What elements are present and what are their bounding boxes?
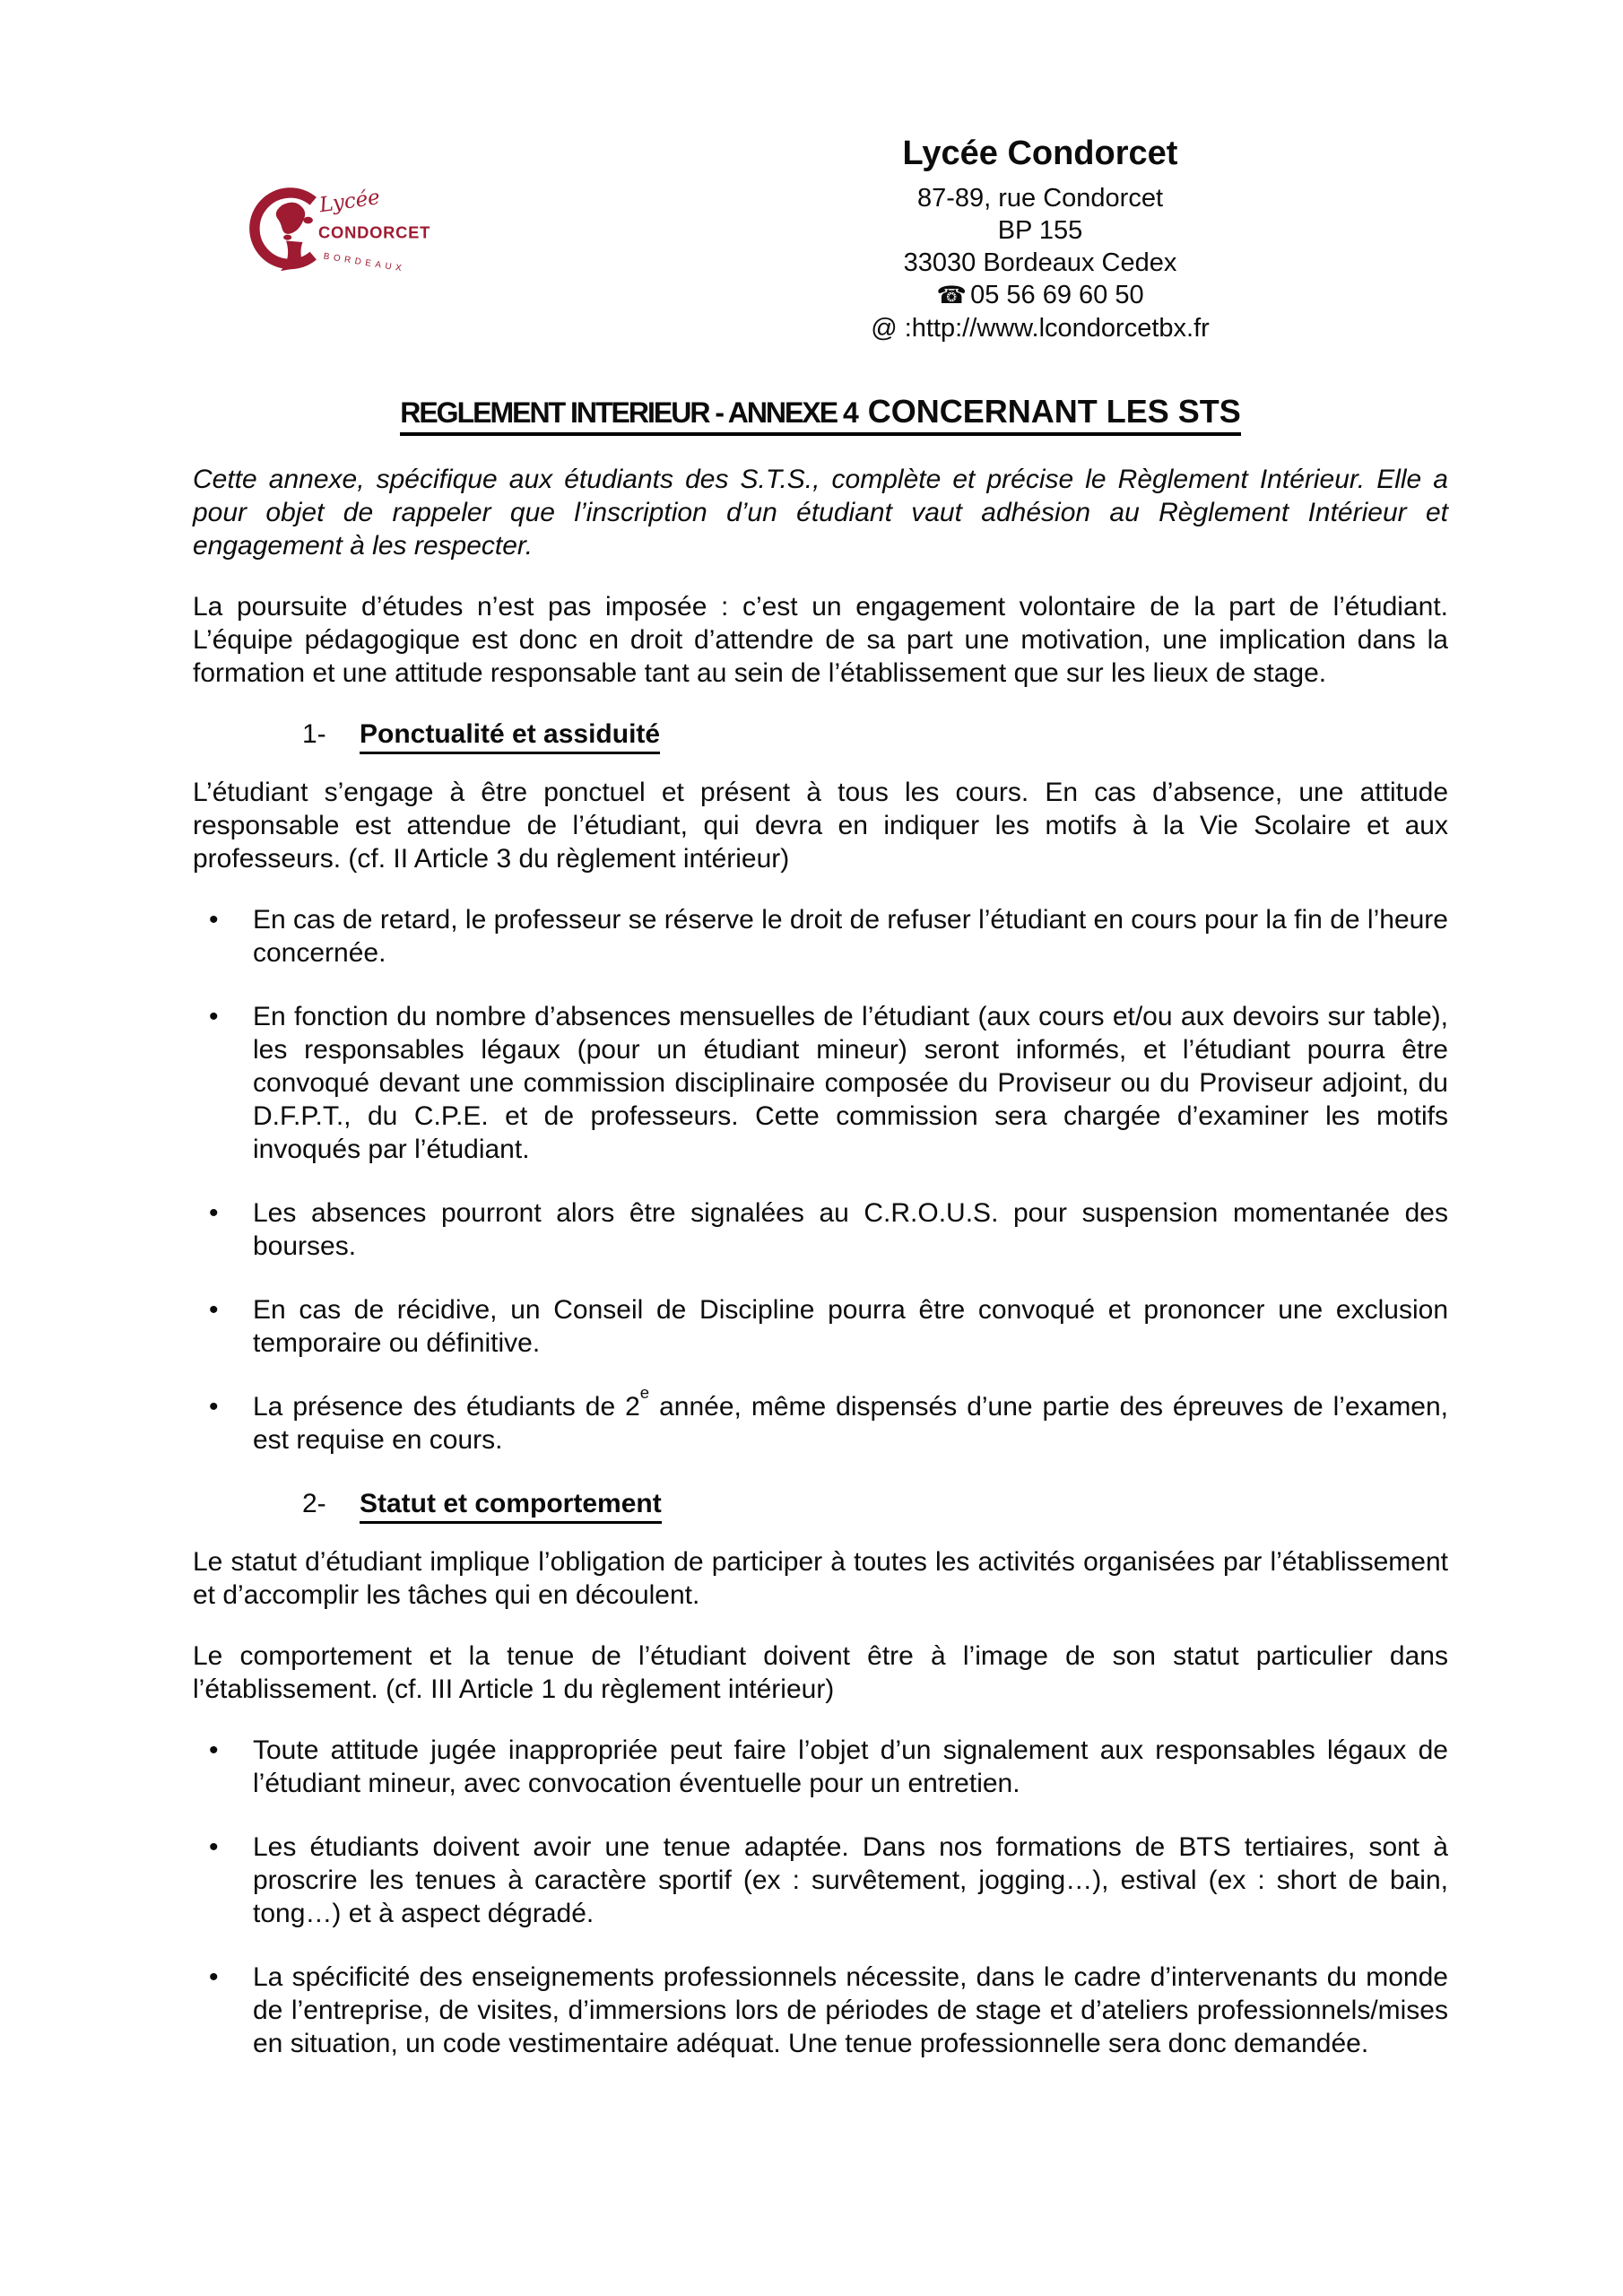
title-part-2: CONCERNANT LES STS xyxy=(867,393,1241,430)
list-item xyxy=(193,1961,1448,2060)
address-line-3: 33030 Bordeaux Cedex xyxy=(903,248,1177,277)
list-item xyxy=(193,1382,1449,1457)
address-line-1: 87-89, rue Condorcet xyxy=(916,184,1164,213)
list-item xyxy=(193,1734,1448,1800)
section-1-title: Ponctualité et assiduité xyxy=(360,719,660,754)
bullet-icon: • xyxy=(209,1392,219,1422)
bullet-text-segment: année, même dispensés d’une partie des épreuves de l’examen, est requise en cours. xyxy=(253,1392,1449,1455)
logo-city-word: BORDEAUX xyxy=(322,251,407,274)
bullet-text-segment: La présence des étudiants de 2 xyxy=(253,1392,640,1422)
bullet-icon: • xyxy=(209,1735,219,1765)
superscript-e: e xyxy=(639,1382,650,1402)
bullet-text: Les absences pourront alors être signalées au C.R.O.U.S. pour suspension momentanée des bourses. xyxy=(253,1198,1448,1261)
bullet-icon: • xyxy=(209,905,219,935)
list-item xyxy=(193,1196,1448,1263)
bullet-text: Les étudiants doivent avoir une tenue adaptée. Dans nos formations de BTS tertiaires, sont à proscrire les tenues à caractère sportif (ex : survêtement, jogging…), estival (ex : short de bain, tong…) et à aspect dégradé. xyxy=(253,1832,1448,1928)
bullet-text: Toute attitude jugée inappropriée peut faire l’objet d’un signalement aux responsables légaux de l’étudiant mineur, avec convocation éventuelle pour un entretien. xyxy=(253,1735,1448,1798)
bullet-icon: • xyxy=(209,1832,219,1862)
address-line-2: BP 155 xyxy=(997,216,1083,245)
logo-globe-base xyxy=(281,240,304,271)
phone-number: 05 56 69 60 50 xyxy=(970,281,1144,309)
section-2-number: 2- xyxy=(302,1489,326,1518)
bullet-icon: • xyxy=(209,1198,219,1228)
bullet-icon: • xyxy=(209,1002,219,1031)
section-2-paragraph-2: Le comportement et la tenue de l’étudiant doivent être à l’image de son statut particulier dans l’établissement. (cf. III Article 1 du règlement intérieur) xyxy=(193,1641,1448,1704)
bullet-icon: • xyxy=(209,1962,219,1992)
title-part-1: REGLEMENT INTERIEUR - ANNEXE 4 xyxy=(400,396,857,429)
section-1-number: 1- xyxy=(302,719,326,749)
school-name: Lycée Condorcet xyxy=(902,135,1178,172)
section-1-bullet-list xyxy=(193,903,1448,1457)
school-logo xyxy=(247,172,454,293)
bullet-text xyxy=(253,1382,1449,1457)
logo-script-word: Lycée xyxy=(317,186,382,218)
bullet-text: En cas de retard, le professeur se réserve le droit de refuser l’étudiant en cours pour la fin de l’heure concernée. xyxy=(253,905,1448,968)
list-item xyxy=(193,903,1448,970)
intro-annex-note: Cette annexe, spécifique aux étudiants des S.T.S., complète et précise le Règlement Intérieur. Elle a pour objet de rappeler que l’inscription d’un étudiant vaut adhésion au Règlement Intérieur et engagement à les respecter. xyxy=(193,465,1448,561)
letterhead xyxy=(762,135,1318,344)
section-2-paragraph-1: Le statut d’étudiant implique l’obligation de participer à toutes les activités organisées par l’établissement et d’accomplir les tâches qui en découlent. xyxy=(193,1547,1448,1610)
list-item xyxy=(193,1293,1448,1360)
logo-name-word: CONDORCET xyxy=(318,222,431,242)
section-2-heading xyxy=(193,1487,1448,1520)
section-1-heading xyxy=(193,718,1448,751)
section-2-bullet-list xyxy=(193,1734,1448,2060)
list-item xyxy=(193,1831,1448,1930)
page-title xyxy=(193,392,1448,434)
bullet-icon: • xyxy=(209,1295,219,1325)
bullet-text: En cas de récidive, un Conseil de Discipline pourra être convoqué et prononcer une exclusion temporaire ou définitive. xyxy=(253,1295,1448,1358)
bullet-text: En fonction du nombre d’absences mensuelles de l’étudiant (aux cours et/ou aux devoirs sur table), les responsables légaux (pour un étudiant mineur) seront informés, et l’étudiant pourra être convoqué devant une commission disciplinaire composée du Proviseur ou du Proviseur adjoint, du D.F.P.T., du C.P.E. et de professeurs. Cette commission sera chargée d’examiner les motifs invoqués par l’étudiant. xyxy=(253,1002,1448,1164)
section-1-paragraph: L’étudiant s’engage à être ponctuel et présent à tous les cours. En cas d’absence, une attitude responsable est attendue de l’étudiant, qui devra en indiquer les motifs à la Vie Scolaire et aux professeurs. (cf. II Article 3 du règlement intérieur) xyxy=(193,778,1448,874)
phone-line xyxy=(762,279,1318,312)
list-item xyxy=(193,1000,1448,1166)
school-logo-graphic xyxy=(247,172,454,289)
intro-paragraph: La poursuite d’études n’est pas imposée : c’est un engagement volontaire de la part de l’étudiant. L’équipe pédagogique est donc en droit d’attendre de sa part une motivation, une implication dans la formation et une attitude responsable tant au sein de l’établissement que sur les lieux de stage. xyxy=(193,592,1448,688)
phone-icon: ☎ xyxy=(936,282,968,309)
document-body xyxy=(193,392,1448,2091)
bullet-text: La spécificité des enseignements professionnels nécessite, dans le cadre d’intervenants du monde de l’entreprise, de visites, d’immersions lors de périodes de stage et d’ateliers professionnels/mises en situation, un code vestimentaire adéquat. Une tenue professionnelle sera donc demandée. xyxy=(253,1962,1448,2058)
section-2-title: Statut et comportement xyxy=(360,1489,662,1524)
website-line: @ :http://www.lcondorcetbx.fr xyxy=(871,314,1210,343)
